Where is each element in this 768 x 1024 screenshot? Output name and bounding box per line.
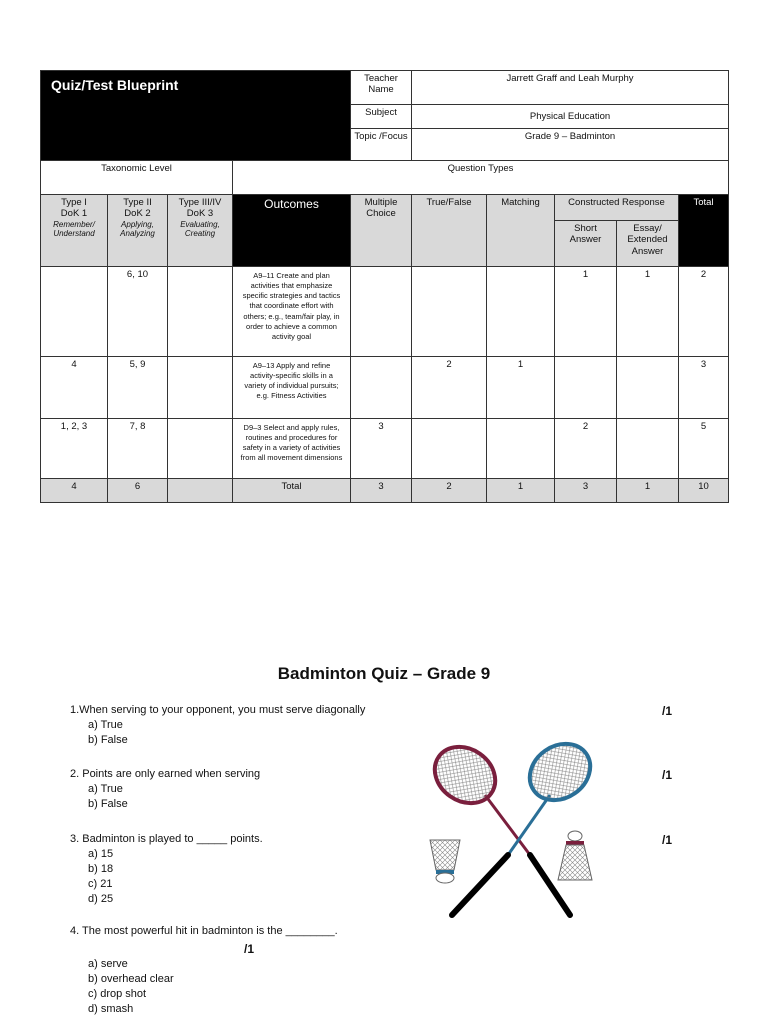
option-c: c) drop shot	[88, 988, 147, 1000]
blueprint-title: Quiz/Test Blueprint	[41, 71, 351, 161]
row2-total: 3	[679, 357, 729, 419]
row2-type1: 4	[41, 357, 108, 419]
question-3	[70, 833, 263, 907]
totals-type3	[168, 479, 233, 503]
type2-name: Type II	[123, 197, 152, 208]
option-a: a) serve	[88, 958, 128, 970]
totals-short: 3	[555, 479, 617, 503]
totals-type1: 4	[41, 479, 108, 503]
row1-tf	[412, 267, 487, 357]
row1-type2: 6, 10	[108, 267, 168, 357]
topic-value: Grade 9 – Badminton	[412, 129, 729, 161]
totals-label: Total	[233, 479, 351, 503]
row3-short: 2	[555, 419, 617, 479]
right-shuttlecock-icon	[558, 831, 592, 880]
subject-value: Physical Education	[412, 105, 729, 129]
outcomes-header: Outcomes	[233, 195, 351, 267]
option-b: b) overhead clear	[88, 973, 174, 985]
question-2-text: 2. Points are only earned when serving	[70, 768, 261, 780]
type3-header	[168, 195, 233, 267]
row1-mc	[351, 267, 412, 357]
type1-dok: DoK 1	[60, 208, 88, 220]
teacher-value: Jarrett Graff and Leah Murphy	[412, 71, 729, 105]
question-4-options	[88, 957, 338, 1016]
question-4	[70, 925, 338, 1017]
question-2	[70, 768, 260, 812]
type3-dok: DoK 3	[186, 208, 214, 220]
option-b: b) False	[88, 798, 128, 810]
question-3-mark: /1	[662, 833, 673, 847]
subject-label: Subject	[351, 105, 412, 129]
row1-total: 2	[679, 267, 729, 357]
row2-type2: 5, 9	[108, 357, 168, 419]
option-c: c) 21	[88, 878, 113, 890]
option-a: a) 15	[88, 848, 114, 860]
row1-essay: 1	[617, 267, 679, 357]
blueprint-table	[40, 70, 729, 503]
option-b: b) 18	[88, 863, 114, 875]
row3-essay	[617, 419, 679, 479]
row2-outcome: A9–13 Apply and refine activity-specific skills in a variety of individual pursuits; e.g. Fitness Activities	[233, 357, 351, 419]
essay-header: Essay/ Extended Answer	[617, 221, 679, 267]
type2-dok: DoK 2	[124, 208, 151, 220]
row2-tf: 2	[412, 357, 487, 419]
totals-total: 10	[679, 479, 729, 503]
table-row	[41, 267, 729, 357]
total-header: Total	[679, 195, 729, 267]
row2-essay	[617, 357, 679, 419]
question-2-mark: /1	[662, 768, 673, 782]
type1-name: Type I	[61, 197, 87, 208]
option-b: b) False	[88, 734, 128, 746]
totals-type2: 6	[108, 479, 168, 503]
row1-short: 1	[555, 267, 617, 357]
question-1-text: 1.When serving to your opponent, you must serve diagonally	[70, 704, 366, 716]
multiple-choice-header: Multiple Choice	[351, 195, 412, 267]
row1-type1	[41, 267, 108, 357]
row3-mc: 3	[351, 419, 412, 479]
taxonomic-level-header: Taxonomic Level	[41, 161, 233, 195]
row3-total: 5	[679, 419, 729, 479]
row2-match: 1	[487, 357, 555, 419]
totals-row	[41, 479, 729, 503]
type2-desc: Applying, Analyzing	[120, 219, 155, 239]
row2-type3	[168, 357, 233, 419]
row2-short	[555, 357, 617, 419]
type1-header	[41, 195, 108, 267]
row3-match	[487, 419, 555, 479]
row1-type3	[168, 267, 233, 357]
type1-desc: Remember/ Understand	[53, 219, 95, 239]
type3-name: Type III/IV	[178, 197, 222, 208]
row3-type3	[168, 419, 233, 479]
quiz-title: Badminton Quiz – Grade 9	[277, 664, 491, 683]
type3-desc: Evaluating, Creating	[180, 219, 220, 239]
question-types-header: Question Types	[233, 161, 729, 195]
short-answer-header: Short Answer	[555, 221, 617, 267]
question-4-mark: /1	[244, 942, 255, 956]
row3-type2: 7, 8	[108, 419, 168, 479]
table-row	[41, 419, 729, 479]
question-1	[70, 704, 365, 748]
option-a: a) True	[88, 719, 123, 731]
row1-match	[487, 267, 555, 357]
question-1-mark: /1	[662, 704, 673, 718]
option-d: d) 25	[88, 893, 114, 905]
type2-header	[108, 195, 168, 267]
topic-label: Topic /Focus	[351, 129, 412, 161]
matching-header: Matching	[487, 195, 555, 267]
badminton-rackets-icon	[420, 740, 620, 920]
row3-tf	[412, 419, 487, 479]
question-3-text: 3. Badminton is played to _____ points.	[70, 833, 263, 845]
question-4-text: 4. The most powerful hit in badminton is the ________.	[70, 925, 338, 937]
teacher-label: Teacher Name	[351, 71, 412, 105]
totals-mc: 3	[351, 479, 412, 503]
row3-type1: 1, 2, 3	[41, 419, 108, 479]
constructed-response-header: Constructed Response	[555, 195, 679, 221]
totals-match: 1	[487, 479, 555, 503]
option-d: d) smash	[88, 1003, 134, 1015]
totals-essay: 1	[617, 479, 679, 503]
question-2-options	[88, 782, 260, 811]
left-shuttlecock-icon	[430, 840, 460, 883]
question-1-options	[88, 718, 365, 747]
row3-outcome: D9–3 Select and apply rules, routines and procedures for safety in a variety of activities from all movement dimensions	[233, 419, 351, 479]
true-false-header: True/False	[412, 195, 487, 267]
row2-mc	[351, 357, 412, 419]
question-3-options	[88, 847, 263, 906]
totals-tf: 2	[412, 479, 487, 503]
quiz-blueprint	[40, 70, 728, 502]
table-row	[41, 357, 729, 419]
row1-outcome: A9–11 Create and plan activities that emphasize specific strategies and tactics that coordinate effort with others; e.g., team/fair play, in order to achieve a common activity goal	[233, 267, 351, 357]
option-a: a) True	[88, 783, 123, 795]
